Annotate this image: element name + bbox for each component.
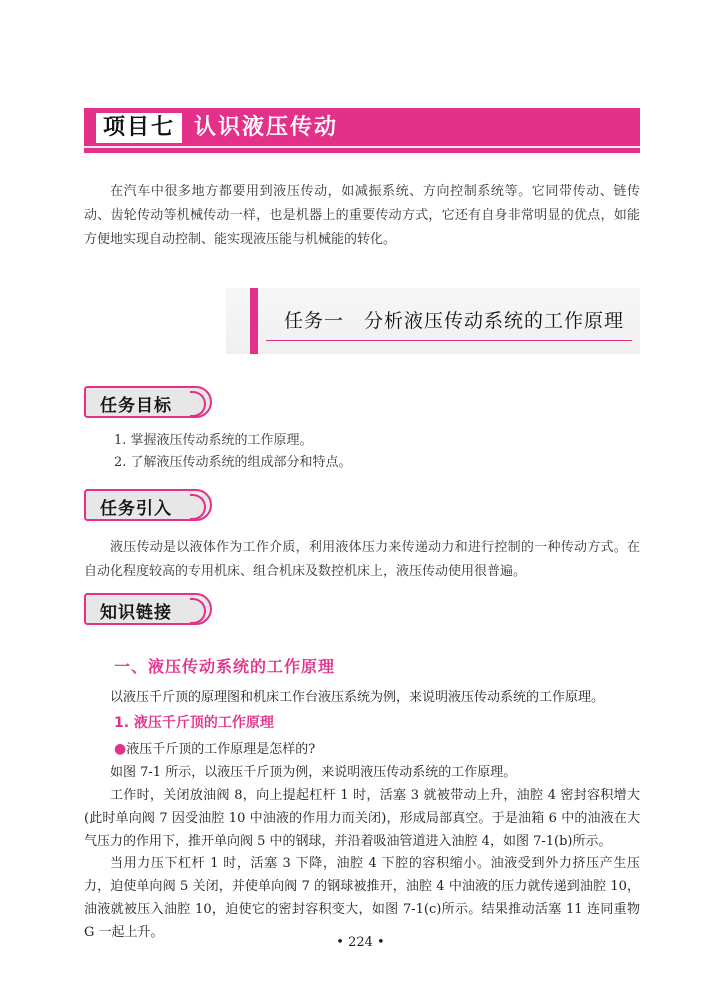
paragraph: 工作时，关闭放油阀 8，向上提起杠杆 1 时，活塞 3 就被带动上升，油腔 4 密封容积增大(此时单向阀 7 因受油腔 10 中油液的作用力而关闭)，形成局部真空。于是油箱 6 中的油液在大气压力的作用下，推开单向阀 5 中的钢球，并沿着吸油管道进入油腔 4，如图 7-1(b)所示。 [84, 788, 640, 849]
question-line [114, 738, 315, 757]
chapter-intro: 在汽车中很多地方都要用到液压传动，如减振系统、方向控制系统等。它同带传动、链传动、齿轮传动等机械传动一样，也是机器上的重要传动方式，它还有自身非常明显的优点，如能方便地实现自动控制、能实现液压能与机械能的转化。 [84, 184, 640, 247]
chapter-title: 认识液压传动 [194, 115, 339, 140]
chapter-label: 项目七 [96, 113, 182, 143]
paragraph: 当用力压下杠杆 1 时，活塞 3 下降，油腔 4 下腔的容积缩小。油液受到外力挤压产生压力，迫使单向阀 5 关闭，并使单向阀 7 的钢球被推开，油腔 4 中油液的压力就传递到油腔 10，油液就被压入油腔 10，迫使它的密封容积变大，如图 7-1(c)所示。结果推动活塞 11 连同重物 G 一起上升。 [84, 856, 640, 940]
section-heading: 一、液压传动系统的工作原理 [114, 657, 336, 676]
tab-knowledge [84, 593, 212, 625]
list-item: 2. 了解液压传动系统的组成部分和特点。 [114, 455, 352, 470]
paragraph: 如图 7-1 所示，以液压千斤顶为例，来说明液压传动系统的工作原理。 [110, 765, 517, 780]
tab-task-intro [84, 489, 212, 521]
task-intro-text: 液压传动是以液体作为工作介质，利用液体压力来传递动力和进行控制的一种传动方式。在自动化程度较高的专用机床、组合机床及数控机床上，液压传动使用很普遍。 [84, 540, 640, 579]
objectives-list [114, 430, 352, 474]
lead-paragraph: 以液压千斤顶的原理图和机床工作台液压系统为例，来说明液压传动系统的工作原理。 [110, 690, 605, 705]
tab-label: 任务引入 [100, 499, 172, 519]
tab-label: 任务目标 [100, 396, 172, 416]
task-title: 任务一 分析液压传动系统的工作原理 [284, 310, 625, 332]
tab-task-objectives [84, 386, 212, 418]
tab-label: 知识链接 [100, 603, 172, 623]
question-text: 液压千斤顶的工作原理是怎样的? [126, 742, 316, 757]
sub-heading: 1. 液压千斤顶的工作原理 [114, 715, 274, 731]
bullet-icon: ● [114, 741, 127, 757]
page-number: • 224 • [336, 935, 385, 950]
list-item: 1. 掌握液压传动系统的工作原理。 [114, 433, 313, 448]
